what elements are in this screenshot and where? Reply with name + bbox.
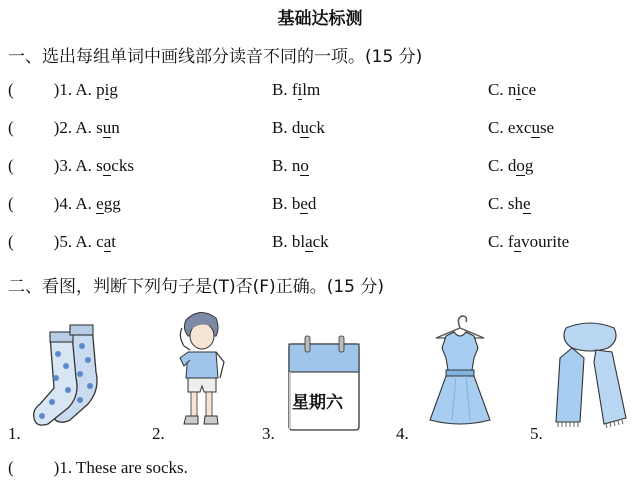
option-c-word xyxy=(508,232,569,252)
option-b xyxy=(272,118,325,138)
underlined-letters: i xyxy=(516,80,522,99)
word-part: p xyxy=(96,80,105,99)
underlined-letters: e xyxy=(522,194,531,213)
word-part: se xyxy=(539,118,555,137)
word-part: exc xyxy=(507,118,532,137)
word-part: n xyxy=(111,118,120,137)
boy-icon xyxy=(172,306,230,433)
word-part: ce xyxy=(521,80,537,99)
statement-open-paren: ( xyxy=(8,458,14,477)
option-c-label: C. xyxy=(488,80,508,99)
option-c-word xyxy=(508,156,534,176)
word-part: g xyxy=(109,80,118,99)
answer-open-paren: ( xyxy=(8,194,14,213)
scarf-icon xyxy=(550,318,630,433)
answer-open-paren: ( xyxy=(8,118,14,137)
word-part: vourite xyxy=(521,232,570,251)
underlined-letters: u xyxy=(531,118,540,137)
option-b xyxy=(272,232,329,252)
underlined-letters: u xyxy=(102,118,112,137)
question-number: )4. A. xyxy=(53,194,97,213)
underlined-letters: e xyxy=(96,194,104,213)
underlined-letters: o xyxy=(516,156,525,175)
picture-5-label: 5. xyxy=(530,424,543,443)
underlined-letters: o xyxy=(300,156,309,175)
answer-open-paren: ( xyxy=(8,80,14,99)
question-number: )3. A. xyxy=(53,156,97,175)
option-c-label: C. xyxy=(488,118,508,137)
option-c-label: C. xyxy=(488,194,508,213)
question-row xyxy=(8,156,134,176)
underlined-letters: u xyxy=(300,118,309,137)
option-c-label: C. xyxy=(488,156,508,175)
word-part: d xyxy=(291,118,301,137)
underlined-letters: e xyxy=(300,194,308,213)
option-b xyxy=(272,156,309,176)
underlined-letters: a xyxy=(103,232,112,251)
option-a-word xyxy=(96,80,118,100)
word-part: f xyxy=(291,80,298,99)
word-part: sh xyxy=(507,194,523,213)
question-row xyxy=(8,232,116,252)
section2-heading: 二、看图，判断下列句子是(T)否(F)正确。(15 分) xyxy=(8,277,384,297)
question-number: )5. A. xyxy=(53,232,97,251)
underlined-letters: i xyxy=(104,80,110,99)
underlined-letters: o xyxy=(102,156,112,175)
option-c xyxy=(488,232,569,252)
option-a-word xyxy=(96,232,116,252)
picture-2-label: 2. xyxy=(152,424,165,443)
option-b-label: B. xyxy=(272,80,292,99)
option-b-word xyxy=(292,80,320,100)
answer-open-paren: ( xyxy=(8,156,14,175)
option-b-word xyxy=(292,156,309,176)
calendar-day-text: 星期六 xyxy=(292,393,343,413)
option-b-label: B. xyxy=(272,194,292,213)
page-title: 基础达标测 xyxy=(277,9,363,29)
word-part: ck xyxy=(312,232,329,251)
section1-heading: 一、选出每组单词中画线部分读音不同的一项。(15 分) xyxy=(8,47,423,67)
word-part: b xyxy=(291,194,301,213)
underlined-letters: i xyxy=(297,80,303,99)
option-c xyxy=(488,194,531,214)
question-row xyxy=(8,80,118,100)
option-b-label: B. xyxy=(272,232,292,251)
question-number: )1. A. xyxy=(53,80,97,99)
option-b-word xyxy=(292,118,325,138)
option-b-word xyxy=(292,194,317,214)
picture-3-label: 3. xyxy=(262,424,275,443)
statement-1 xyxy=(8,458,188,478)
answer-open-paren: ( xyxy=(8,232,14,251)
word-part: d xyxy=(307,194,317,213)
underlined-letters: a xyxy=(513,232,522,251)
option-a-word xyxy=(96,156,134,176)
option-a-word xyxy=(96,118,120,138)
dress-icon xyxy=(420,314,500,435)
option-b xyxy=(272,80,320,100)
calendar-icon xyxy=(285,334,365,439)
statement-text: )1. These are socks. xyxy=(53,458,188,477)
word-part: n xyxy=(291,156,301,175)
option-c xyxy=(488,80,536,100)
word-part: n xyxy=(507,80,517,99)
word-part: s xyxy=(96,156,103,175)
option-b-label: B. xyxy=(272,118,292,137)
word-part: cks xyxy=(111,156,134,175)
option-c-word xyxy=(508,194,531,214)
word-part: s xyxy=(96,118,103,137)
option-c xyxy=(488,156,533,176)
picture-1-label: 1. xyxy=(8,424,21,443)
option-b-label: B. xyxy=(272,156,292,175)
word-part: gg xyxy=(103,194,121,213)
option-c-word xyxy=(508,80,536,100)
option-b xyxy=(272,194,316,214)
option-c-label: C. xyxy=(488,232,508,251)
word-part: d xyxy=(507,156,517,175)
word-part: bl xyxy=(291,232,306,251)
word-part: ck xyxy=(308,118,325,137)
word-part: g xyxy=(524,156,534,175)
word-part: t xyxy=(111,232,116,251)
socks-icon xyxy=(30,320,125,433)
word-part: c xyxy=(96,232,104,251)
word-part: lm xyxy=(302,80,321,99)
option-b-word xyxy=(292,232,329,252)
question-row xyxy=(8,118,120,138)
option-c xyxy=(488,118,554,138)
question-row xyxy=(8,194,121,214)
word-part: f xyxy=(507,232,514,251)
picture-4-label: 4. xyxy=(396,424,409,443)
option-c-word xyxy=(508,118,554,138)
question-number: )2. A. xyxy=(53,118,97,137)
underlined-letters: a xyxy=(305,232,313,251)
option-a-word xyxy=(96,194,121,214)
